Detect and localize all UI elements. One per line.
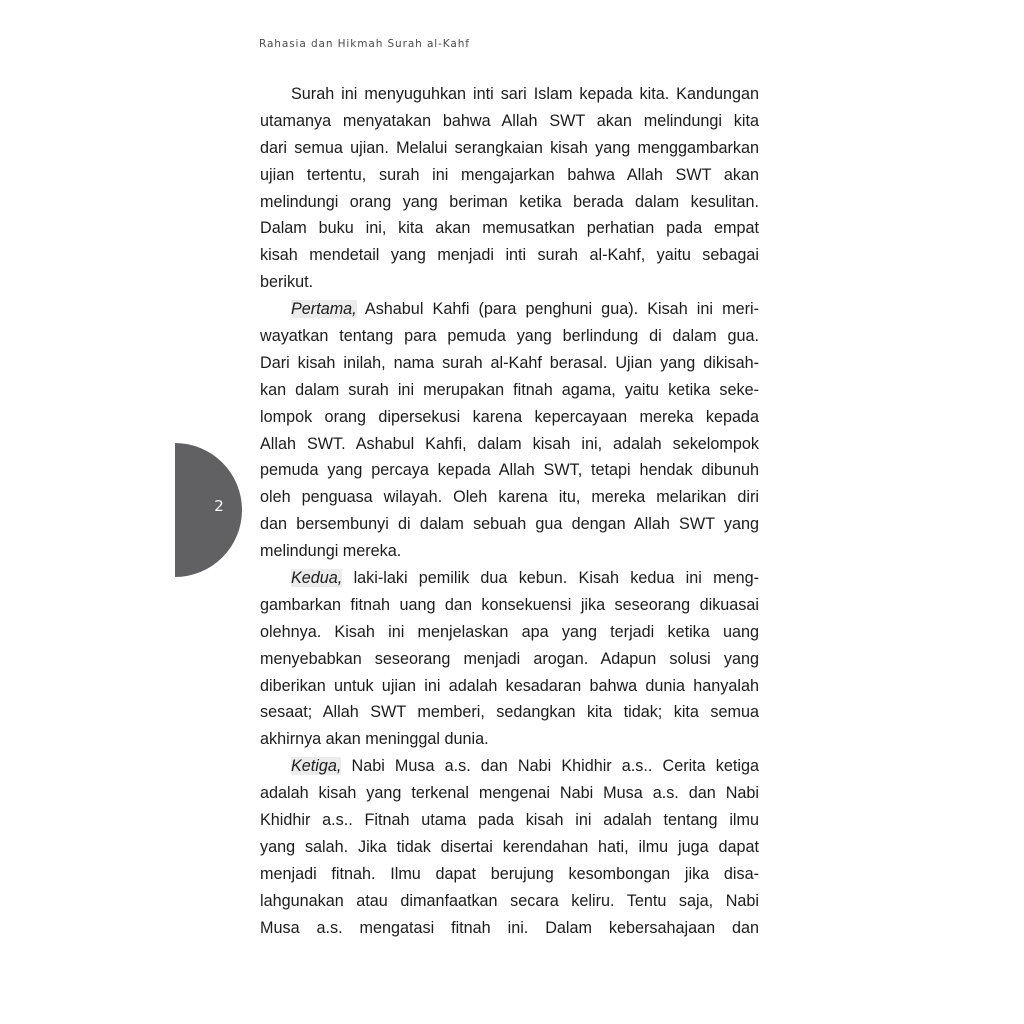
text-line: berikut.	[260, 273, 314, 292]
text-line	[260, 565, 759, 592]
text-line: lahgunakan atau dimanfaatkan secara keliru. Tentu saja, Nabi	[260, 891, 759, 910]
paragraph	[260, 753, 759, 941]
text-line: ujian tertentu, surah ini mengajarkan bahwa Allah SWT akan	[260, 165, 759, 184]
text-line: kan dalam surah ini merupakan fitnah agama, yaitu ketika seke-	[260, 380, 759, 399]
text-line: dan bersembunyi di dalam sebuah gua dengan Allah SWT yang	[260, 515, 759, 534]
paragraph-term: Ketiga,	[291, 757, 342, 776]
text-line: gambarkan fitnah uang dan konsekuensi jika seseorang dikuasai	[260, 595, 759, 614]
running-header: Rahasia dan Hikmah Surah al-Kahf	[259, 38, 470, 50]
paragraph	[260, 81, 759, 296]
text-line	[260, 753, 759, 780]
text-line: menjadi fitnah. Ilmu dapat berujung kesombongan jika disa-	[260, 864, 759, 883]
text-line: Surah ini menyuguhkan inti sari Islam kepada kita. Kandungan	[291, 85, 759, 103]
paragraph	[260, 296, 759, 565]
paragraph	[260, 565, 759, 753]
text-line: menyebabkan seseorang menjadi arogan. Adapun solusi yang	[260, 649, 759, 668]
text-line: melindungi mereka.	[260, 542, 402, 561]
text-line: akhirnya akan meninggal dunia.	[260, 730, 489, 749]
text-line: lompok orang dipersekusi karena kepercayaan mereka kepada	[260, 407, 759, 426]
text-line: diberikan untuk ujian ini adalah kesadaran bahwa dunia hanyalah	[260, 676, 759, 695]
text-line: adalah kisah yang terkenal mengenai Nabi Musa a.s. dan Nabi	[260, 784, 759, 803]
text-line: oleh penguasa wilayah. Oleh karena itu, mereka melarikan diri	[260, 488, 759, 507]
text-line: Dalam buku ini, kita akan memusatkan perhatian pada empat	[260, 219, 759, 238]
text-line: olehnya. Kisah ini menjelaskan apa yang terjadi ketika uang	[260, 622, 759, 641]
text-line: yang salah. Jika tidak disertai kerendahan hati, ilmu juga dapat	[260, 837, 759, 856]
page-number: 2	[214, 497, 224, 515]
body-text	[260, 81, 759, 942]
text-line-content: Nabi Musa a.s. dan Nabi Khidhir a.s.. Cerita ketiga	[341, 757, 759, 776]
text-line	[260, 296, 759, 323]
paragraph-term: Kedua,	[291, 569, 343, 588]
page-edge-mask	[0, 430, 175, 590]
text-line-content: laki-laki pemilik dua kebun. Kisah kedua ini meng-	[342, 569, 759, 588]
text-line: Dari kisah inilah, nama surah al-Kahf berasal. Ujian yang dikisah-	[260, 353, 759, 372]
text-line-content: Ashabul Kahfi (para penghuni gua). Kisah ini meri-	[356, 300, 759, 319]
text-line: sesaat; Allah SWT memberi, sedangkan kita tidak; kita semua	[260, 703, 759, 722]
text-line: Allah SWT. Ashabul Kahfi, dalam kisah ini, adalah sekelompok	[260, 434, 759, 453]
text-line: wayatkan tentang para pemuda yang berlindung di dalam gua.	[260, 327, 759, 346]
text-line: pemuda yang percaya kepada Allah SWT, tetapi hendak dibunuh	[260, 461, 759, 480]
text-line: utamanya menyatakan bahwa Allah SWT akan melindungi kita	[260, 111, 759, 130]
text-line: dari semua ujian. Melalui serangkaian kisah yang menggambarkan	[260, 138, 759, 157]
text-line: Khidhir a.s.. Fitnah utama pada kisah ini adalah tentang ilmu	[260, 811, 759, 830]
text-line: melindungi orang yang beriman ketika berada dalam kesulitan.	[260, 192, 759, 211]
text-line: Musa a.s. mengatasi fitnah ini. Dalam kebersahajaan dan	[260, 918, 759, 937]
text-line: kisah mendetail yang menjadi inti surah al-Kahf, yaitu sebagai	[260, 246, 759, 265]
paragraph-term: Pertama,	[291, 300, 357, 319]
